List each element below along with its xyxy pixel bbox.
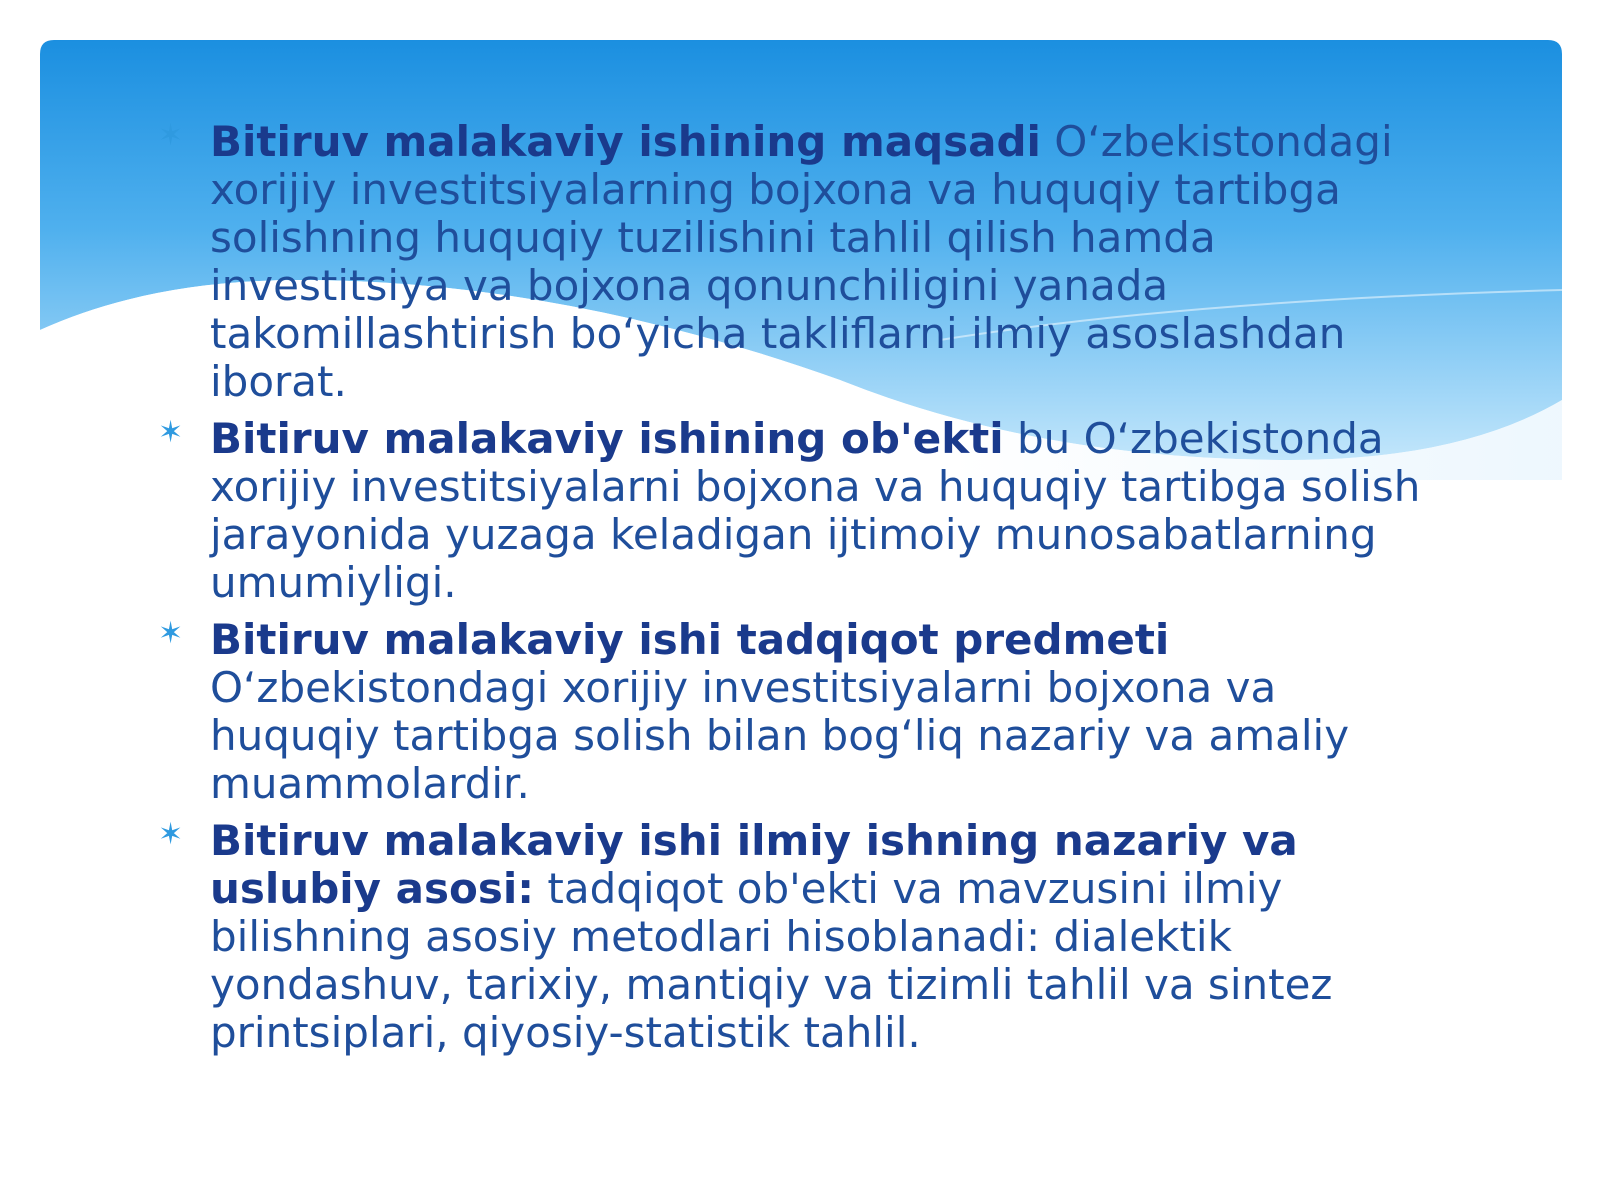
bullet-item-obekt: [158, 415, 1448, 607]
star-icon: ✶: [158, 415, 184, 450]
star-icon: ✶: [158, 817, 184, 852]
bullet-text: O‘zbekistondagi xorijiy investitsiyalarni bojxona va huquqiy tartibga solish bilan bog‘liq nazariy va amaliy muammolardir.: [210, 663, 1350, 808]
bullet-lead: Bitiruv malakaviy ishining ob'ekti: [210, 414, 1004, 463]
bullet-text: bu O‘zbekistonda xorijiy investitsiyalarni bojxona va huquqiy tartibga solish jarayonida yuzaga keladigan ijtimoiy munosabatlarning umumiyligi.: [210, 414, 1421, 607]
bullet-item-asos: [158, 817, 1448, 1057]
bullet-list: [158, 118, 1448, 1066]
bullet-lead: Bitiruv malakaviy ishining maqsadi: [210, 117, 1041, 166]
bullet-item-predmet: [158, 616, 1448, 808]
bullet-text: O‘zbekistondagi xorijiy investitsiyalarning bojxona va huquqiy tartibga solishning huquqiy tuzilishini tahlil qilish hamda investitsiya va bojxona qonunchiligini yanada takomillashtirish bo‘yicha takliflarni ilmiy asoslashdan iborat.: [210, 117, 1393, 406]
bullet-item-maqsad: [158, 118, 1448, 406]
star-icon: ✶: [158, 118, 184, 153]
bullet-lead: Bitiruv malakaviy ishi tadqiqot predmeti: [210, 615, 1170, 664]
star-icon: ✶: [158, 616, 184, 651]
bullet-lead: Bitiruv malakaviy ishi ilmiy ishning nazariy va uslubiy asosi:: [210, 816, 1298, 913]
bullet-text: tadqiqot ob'ekti va mavzusini ilmiy bilishning asosiy metodlari hisoblanadi: dialektik yondashuv, tarixiy, mantiqiy va tizimli tahlil va sintez printsiplari, qiyosiy-statistik tahlil.: [210, 864, 1333, 1057]
